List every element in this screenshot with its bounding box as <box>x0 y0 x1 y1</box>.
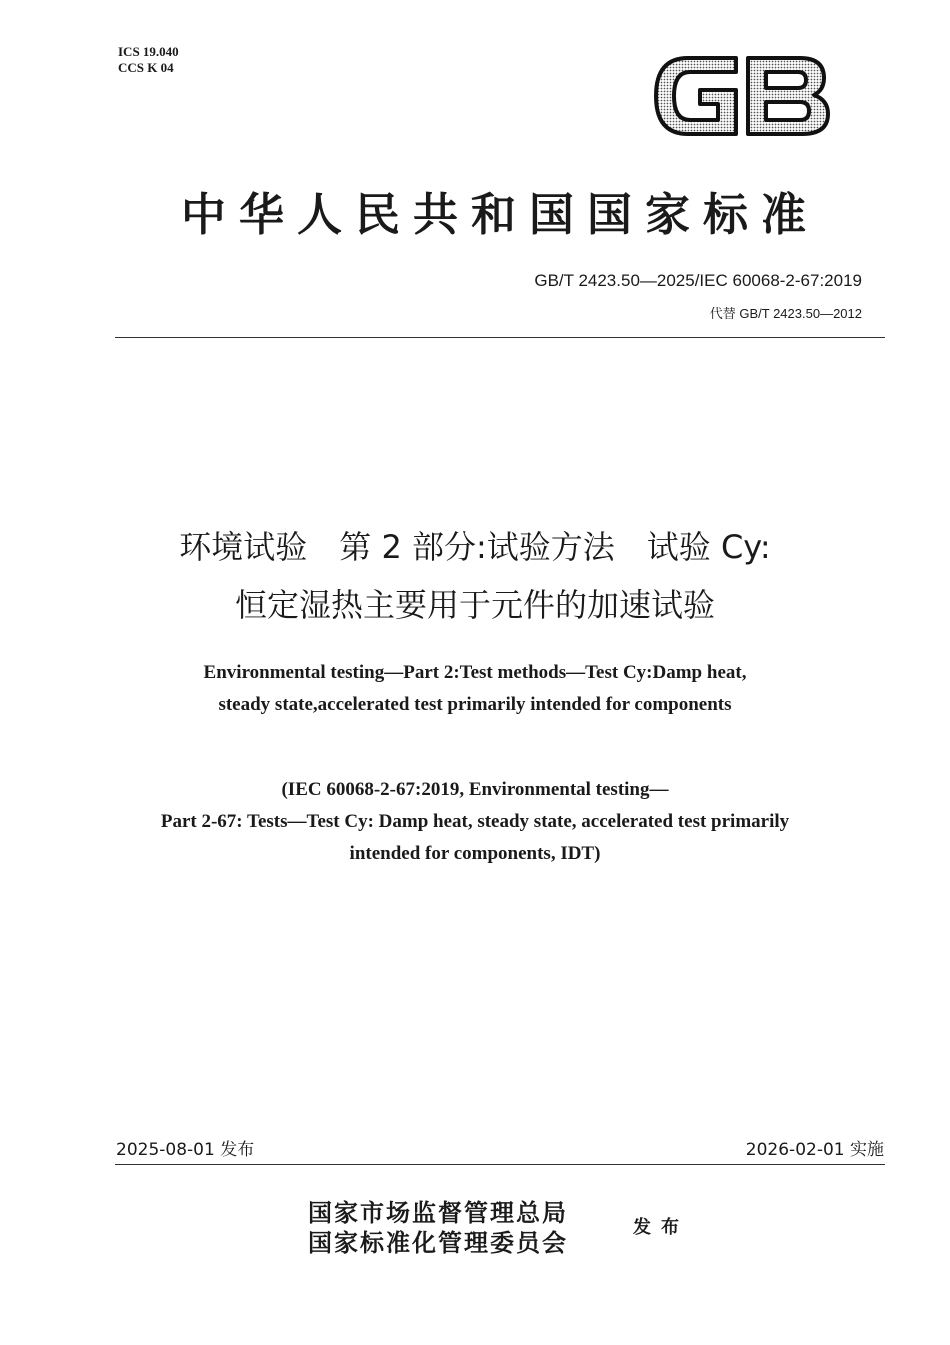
issue-label: 发布 <box>633 1217 689 1238</box>
replaces-standard: 代替 GB/T 2423.50—2012 <box>709 306 862 321</box>
iec-reference-line-2: Part 2-67: Tests—Test Cy: Damp heat, steady state, accelerated test primarily <box>160 811 790 832</box>
ccs-code: CCS K 04 <box>118 60 174 75</box>
iec-reference-line-3: intended for components, IDT) <box>349 843 601 864</box>
chinese-title-line-2: 恒定湿热主要用于元件的加速试验 <box>234 586 715 624</box>
implementation-date: 2026-02-01 实施 <box>745 1140 884 1160</box>
classification-codes <box>118 44 179 76</box>
gb-logo <box>648 48 834 144</box>
bottom-divider <box>115 1164 885 1165</box>
issuer-samr: 国家市场监督管理总局 <box>308 1199 568 1227</box>
ics-code: ICS 19.040 <box>118 44 179 59</box>
english-title-line-2: steady state,accelerated test primarily intended for components <box>218 694 732 715</box>
top-divider <box>115 337 885 338</box>
issuer-sac: 国家标准化管理委员会 <box>308 1229 568 1257</box>
iec-reference-line-1: (IEC 60068-2-67:2019, Environmental testing— <box>281 779 669 800</box>
issue-date: 2025-08-01 发布 <box>116 1140 255 1160</box>
standard-number: GB/T 2423.50—2025/IEC 60068-2-67:2019 <box>534 271 862 290</box>
english-title-line-1: Environmental testing—Part 2:Test methods—Test Cy:Damp heat, <box>203 662 747 683</box>
chinese-title-line-1: 环境试验 第 2 部分:试验方法 试验 Cy: <box>179 528 771 566</box>
national-standard-title: 中华人民共和国国家标准 <box>180 188 819 241</box>
gb-logo-graphic <box>648 48 834 144</box>
